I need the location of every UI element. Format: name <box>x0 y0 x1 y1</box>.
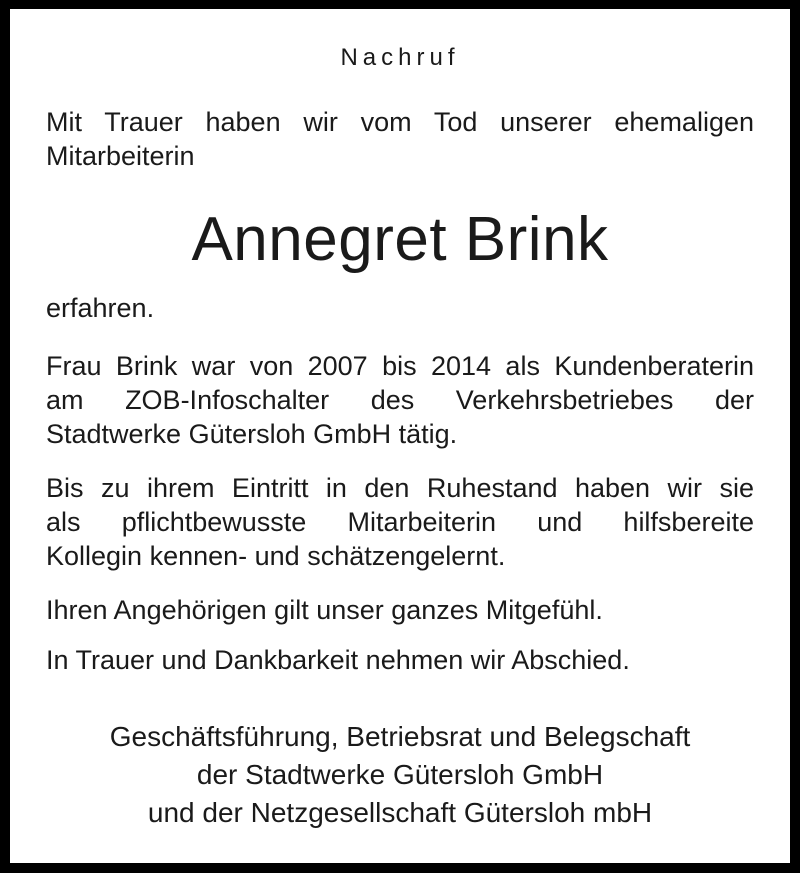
closing-word <box>46 291 754 325</box>
signature-line: der Stadtwerke Gütersloh GmbH <box>196 759 604 790</box>
retirement-paragraph <box>46 471 754 573</box>
signature-line: und der Netzgesellschaft Gütersloh mbH <box>147 797 653 828</box>
paragraph-line: In Trauer und Dankbarkeit nehmen wir Abschied. <box>46 645 630 675</box>
intro-paragraph <box>46 105 754 173</box>
obituary-notice <box>10 9 790 863</box>
signature-line: Geschäftsführung, Betriebsrat und Belegschaft <box>109 721 691 752</box>
paragraph-line: Kollegin kennen- und schätzengelernt. <box>46 541 506 571</box>
notice-heading: Nachruf <box>340 44 460 71</box>
intro-line: Mit Trauer haben wir vom Tod unserer ehemaligen <box>46 107 754 137</box>
paragraph-line: Bis zu ihrem Eintritt in den Ruhestand haben wir sie <box>46 473 754 503</box>
intro-line: Mitarbeiterin <box>46 141 195 171</box>
signature-block <box>46 718 754 832</box>
paragraph-line: Ihren Angehörigen gilt unser ganzes Mitgefühl. <box>46 595 603 625</box>
employment-paragraph <box>46 349 754 451</box>
paragraph-line: Frau Brink war von 2007 bis 2014 als Kundenberaterin <box>46 351 754 381</box>
paragraph-line: am ZOB-Infoschalter des Verkehrsbetriebes der <box>46 385 754 415</box>
paragraph-line: als pflichtbewusste Mitarbeiterin und hilfsbereite <box>46 507 754 537</box>
condolence-paragraph <box>46 593 754 627</box>
deceased-name: Annegret Brink <box>191 205 609 274</box>
paragraph-line: Stadtwerke Gütersloh GmbH tätig. <box>46 419 458 449</box>
closing-word-text: erfahren. <box>46 293 155 323</box>
farewell-paragraph <box>46 643 754 677</box>
